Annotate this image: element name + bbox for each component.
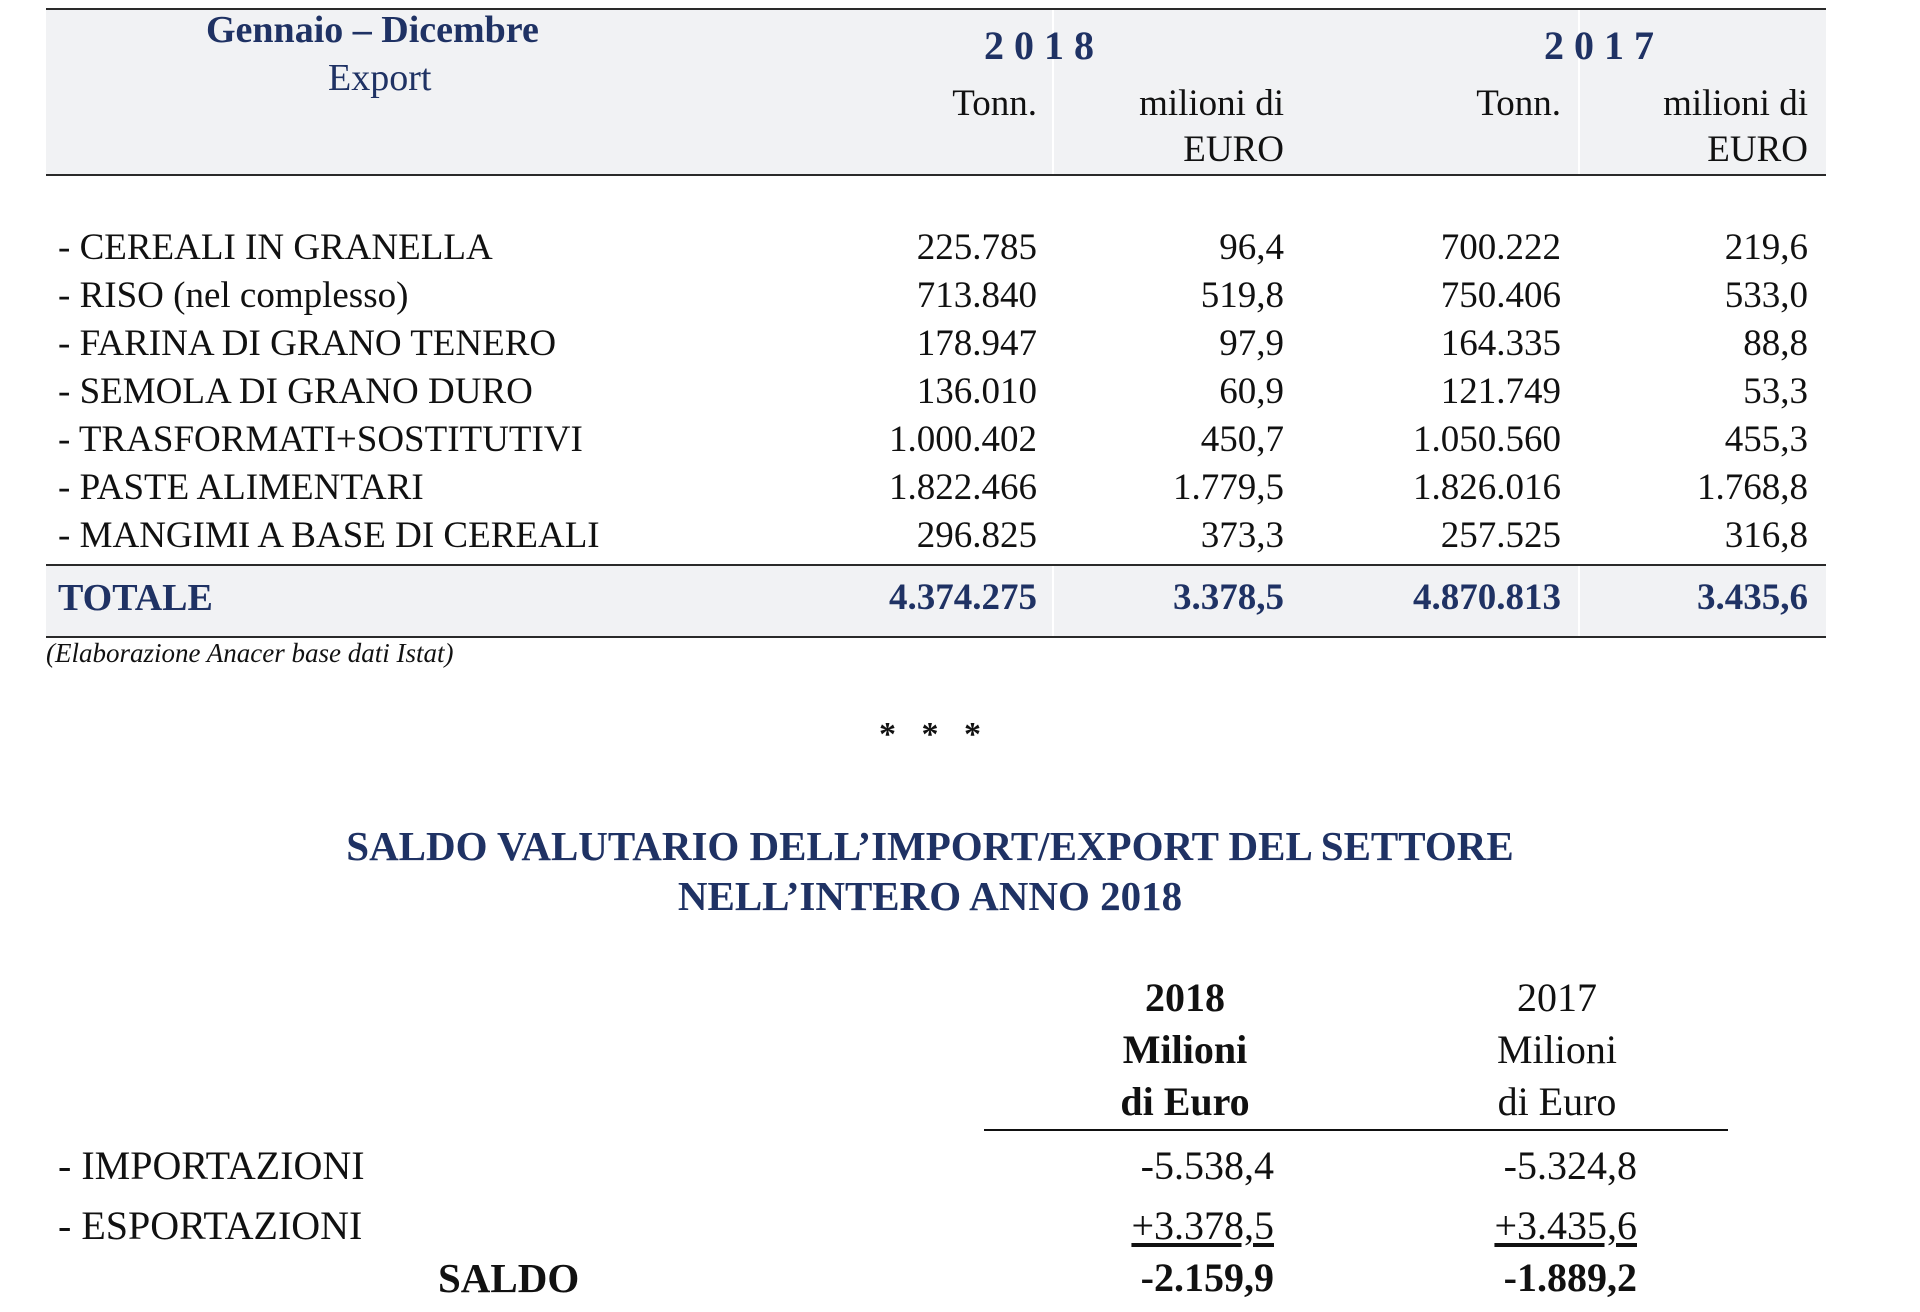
row-label-trasformati: - TRASFORMATI+SOSTITUTIVI bbox=[58, 419, 583, 460]
saldo-export-2017-value: +3.435,6 bbox=[1494, 1203, 1637, 1248]
row-riso-eur-2017: 533,0 bbox=[1724, 275, 1808, 316]
row-trasformati-eur-2017: 455,3 bbox=[1724, 419, 1808, 460]
total-top-rule bbox=[46, 564, 1826, 566]
saldo-total-label: SALDO bbox=[438, 1255, 580, 1301]
row-mangimi-tonn-2018: 296.825 bbox=[916, 515, 1037, 556]
saldo-col-2018-year: 2018 bbox=[1145, 975, 1225, 1020]
row-semola-eur-2017: 53,3 bbox=[1743, 371, 1808, 412]
total-label: TOTALE bbox=[58, 577, 213, 619]
row-label-farina: - FARINA DI GRANO TENERO bbox=[58, 323, 557, 364]
row-label-cereali: - CEREALI IN GRANELLA bbox=[58, 227, 493, 268]
row-cereali-eur-2017: 219,6 bbox=[1724, 227, 1808, 268]
row-paste-eur-2017: 1.768,8 bbox=[1697, 467, 1808, 508]
row-label-mangimi: - MANGIMI A BASE DI CEREALI bbox=[58, 515, 600, 556]
saldo-col-2017-year: 2017 bbox=[1517, 975, 1597, 1020]
row-farina-tonn-2017: 164.335 bbox=[1440, 323, 1561, 364]
row-cereali-tonn-2017: 700.222 bbox=[1440, 227, 1561, 268]
total-tonn-2018: 4.374.275 bbox=[889, 577, 1037, 618]
header-rule bbox=[46, 174, 1826, 176]
row-semola-eur-2018: 60,9 bbox=[1219, 371, 1284, 412]
row-riso-eur-2018: 519,8 bbox=[1200, 275, 1284, 316]
row-semola-tonn-2017: 121.749 bbox=[1440, 371, 1561, 412]
saldo-export-2018 bbox=[974, 1202, 1274, 1249]
saldo-col-2018-line2: Milioni bbox=[1122, 1027, 1248, 1072]
row-mangimi-tonn-2017: 257.525 bbox=[1440, 515, 1561, 556]
row-semola-tonn-2018: 136.010 bbox=[916, 371, 1037, 412]
period-heading: Gennaio – Dicembre bbox=[206, 9, 539, 51]
source-note: (Elaborazione Anacer base dati Istat) bbox=[46, 638, 454, 668]
col-eur-2017-line1: milioni di bbox=[1663, 83, 1808, 124]
row-label-paste: - PASTE ALIMENTARI bbox=[58, 467, 424, 508]
saldo-export-2018-value: +3.378,5 bbox=[1131, 1203, 1274, 1248]
year-2018-heading: 2 0 1 8 bbox=[984, 23, 1094, 68]
saldo-total-2018: -2.159,9 bbox=[1140, 1255, 1274, 1300]
row-label-riso: - RISO (nel complesso) bbox=[58, 275, 409, 316]
total-eur-2017: 3.435,6 bbox=[1697, 577, 1808, 618]
row-paste-eur-2018: 1.779,5 bbox=[1173, 467, 1284, 508]
row-cereali-eur-2018: 96,4 bbox=[1219, 227, 1284, 268]
total-tonn-2017: 4.870.813 bbox=[1413, 577, 1561, 618]
row-trasformati-eur-2018: 450,7 bbox=[1200, 419, 1284, 460]
year-2017-heading: 2 0 1 7 bbox=[1544, 23, 1654, 68]
row-farina-tonn-2018: 178.947 bbox=[916, 323, 1037, 364]
row-paste-tonn-2017: 1.826.016 bbox=[1413, 467, 1561, 508]
saldo-import-2018: -5.538,4 bbox=[1140, 1143, 1274, 1188]
export-subtitle: Export bbox=[328, 57, 432, 99]
col-tonn-2018: Tonn. bbox=[952, 83, 1037, 124]
saldo-col-2017-line3: di Euro bbox=[1497, 1079, 1617, 1124]
col-eur-2018-line2: EURO bbox=[1183, 129, 1284, 170]
saldo-col-2017-line2: Milioni bbox=[1496, 1027, 1618, 1072]
total-eur-2018: 3.378,5 bbox=[1173, 577, 1284, 618]
saldo-header-rule bbox=[984, 1129, 1728, 1131]
row-mangimi-eur-2017: 316,8 bbox=[1724, 515, 1808, 556]
saldo-title-line2: NELL’INTERO ANNO 2018 bbox=[677, 873, 1183, 919]
row-riso-tonn-2017: 750.406 bbox=[1440, 275, 1561, 316]
col-eur-2018-line1: milioni di bbox=[1139, 83, 1284, 124]
row-trasformati-tonn-2017: 1.050.560 bbox=[1413, 419, 1561, 460]
row-paste-tonn-2018: 1.822.466 bbox=[889, 467, 1037, 508]
col-eur-2017-line2: EURO bbox=[1707, 129, 1808, 170]
row-label-semola: - SEMOLA DI GRANO DURO bbox=[58, 371, 533, 412]
row-cereali-tonn-2018: 225.785 bbox=[916, 227, 1037, 268]
saldo-total-2017: -1.889,2 bbox=[1503, 1255, 1637, 1300]
col-tonn-2017: Tonn. bbox=[1476, 83, 1561, 124]
saldo-col-2018-line3: di Euro bbox=[1120, 1079, 1250, 1124]
row-trasformati-tonn-2018: 1.000.402 bbox=[889, 419, 1037, 460]
row-mangimi-eur-2018: 373,3 bbox=[1200, 515, 1284, 556]
saldo-row-label-import: - IMPORTAZIONI bbox=[58, 1143, 365, 1188]
saldo-title-line1: SALDO VALUTARIO DELL’IMPORT/EXPORT DEL SETTORE bbox=[346, 823, 1514, 869]
saldo-export-2017 bbox=[1337, 1202, 1637, 1249]
row-farina-eur-2018: 97,9 bbox=[1219, 323, 1284, 364]
saldo-row-label-export: - ESPORTAZIONI bbox=[58, 1203, 363, 1248]
row-riso-tonn-2018: 713.840 bbox=[916, 275, 1037, 316]
saldo-import-2017: -5.324,8 bbox=[1503, 1143, 1637, 1188]
section-separator: * * * bbox=[879, 716, 981, 753]
row-farina-eur-2017: 88,8 bbox=[1743, 323, 1808, 364]
